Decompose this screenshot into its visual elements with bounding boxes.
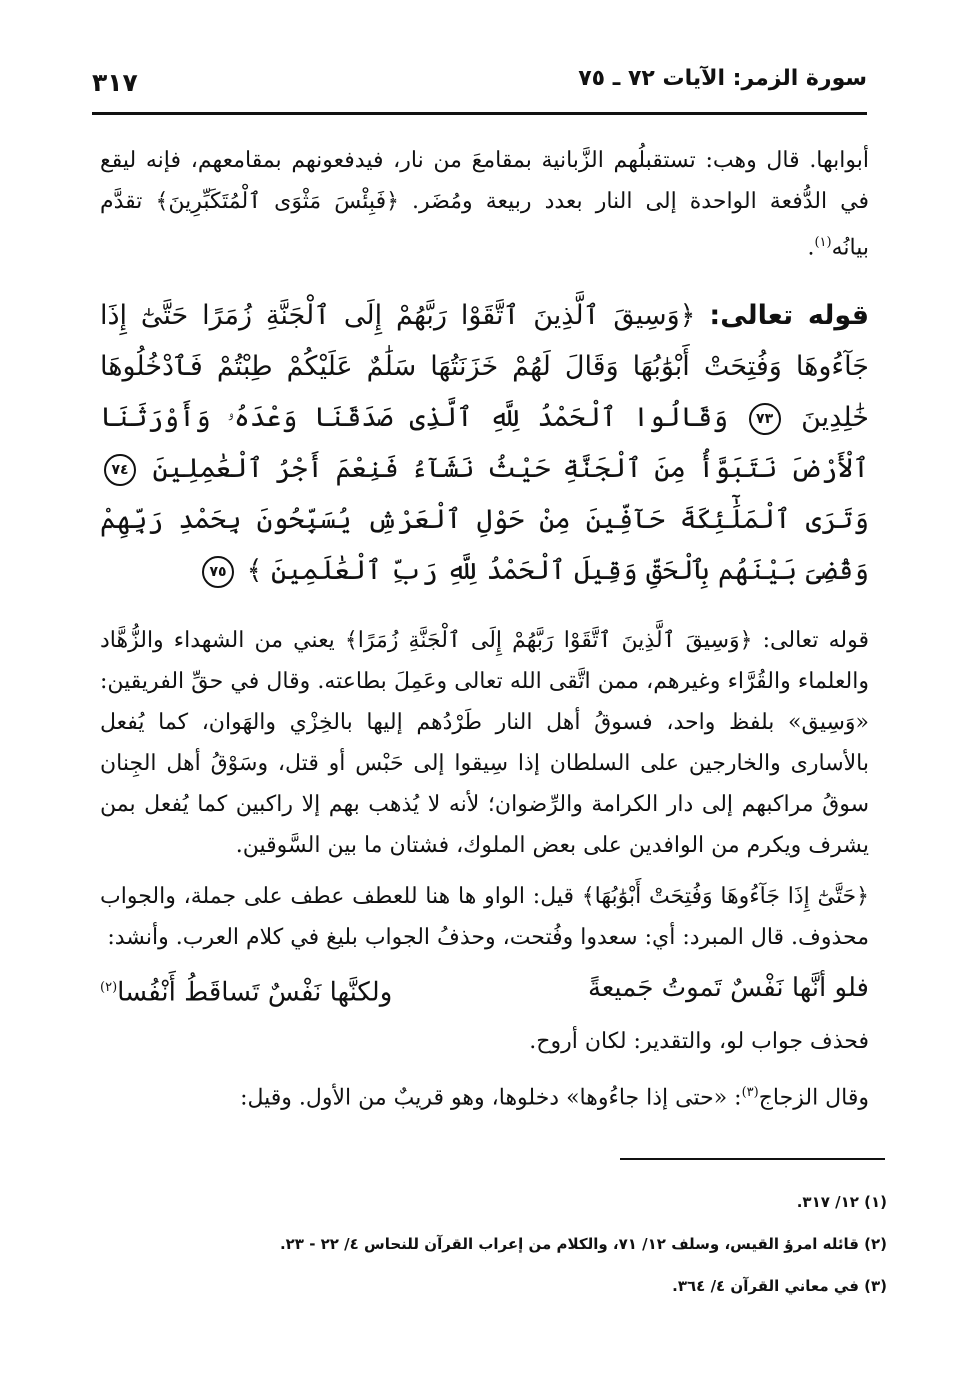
verse-close: ﴾ — [246, 555, 263, 587]
poem-hemistich-first: فلو أنَّها نَفْسٌ تَموتُ جَميعةً — [587, 973, 869, 1004]
verse-number-74: ٧٤ — [104, 454, 136, 486]
paragraph-commentary-4-rest: : «حتى إذا جاءُوها» دخلوها، وهو قريبٌ من الأول. وقيل: — [240, 1085, 742, 1111]
footnote-1: (١) ١٢/ ٣١٧. — [796, 1193, 887, 1211]
footnote-3: (٣) في معاني القرآن ٤/ ٣٦٤. — [672, 1277, 887, 1295]
paragraph-intro-end: . — [807, 235, 815, 261]
footnote-rule — [620, 1158, 885, 1160]
paragraph-commentary-4 — [100, 1072, 869, 1118]
paragraph-intro-text: أبوابها. قال وهب: تستقبلُهم الزَّبانية بمقامعَ من نار، فيدفعونهم بمقامعهم، فإنه ليقع في الدُّفعة الواحدة إلى النار بعدد ربيعة ومُضَر. ﴿فَبِئْسَ مَثْوَى ٱلْمُتَكَبِّرِينَ﴾ تقدَّم بيانُه — [100, 148, 869, 261]
page-body — [100, 140, 869, 1118]
footnote-2: (٢) قائله امرؤ القيس، وسلف ١٢/ ٧١، والكلام من إعراب القرآن للنحاس ٤/ ٢٢ - ٢٣. — [279, 1235, 887, 1253]
quran-verse-block — [100, 290, 869, 596]
paragraph-intro — [100, 140, 869, 268]
footnotes — [100, 1190, 887, 1316]
footnote-ref-2: (٢) — [100, 980, 118, 996]
poetry-verse — [100, 966, 869, 1015]
poem-hemistich-second-text: ولكنَّها نَفْسٌ تَساقَطُ أَنْفُسا — [117, 977, 393, 1008]
verse-lead: قوله تعالى: — [709, 300, 869, 332]
page-header — [92, 60, 867, 100]
verse-number-75: ٧٥ — [202, 556, 234, 588]
header-rule — [92, 112, 867, 115]
verse-number-73: ٧٣ — [749, 403, 781, 435]
running-title: سورة الزمر: الآيات ٧٢ ـ ٧٥ — [578, 66, 867, 91]
footnote-ref-3: (٣) — [741, 1084, 759, 1100]
verse-text-75: وَتَرَى ٱلْمَلَٰٓئِكَةَ حَآفِّينَ مِنْ حَوْلِ ٱلْعَرْشِ يُسَبِّحُونَ بِحَمْدِ رَبِّهِمْ وَقُضِىَ بَيْنَهُم بِٱلْحَقِّ وَقِيلَ ٱلْحَمْدُ لِلَّهِ رَبِّ ٱلْعَٰلَمِينَ — [100, 504, 869, 587]
verse-text-74: وَقَالُوا ٱلْحَمْدُ لِلَّهِ ٱلَّذِى صَدَقَنَا وَعْدَهُۥ وَأَوْرَثَنَا ٱلْأَرْضَ نَتَبَوَّأُ مِنَ ٱلْجَنَّةِ حَيْثُ نَشَآءُ فَنِعْمَ أَجْرُ ٱلْعَٰمِلِينَ — [100, 402, 869, 485]
paragraph-commentary-4-start: وقال الزجاج — [758, 1085, 869, 1111]
paragraph-commentary-2: ﴿حَتَّىٰٓ إِذَا جَآءُوهَا وَفُتِحَتْ أَبْوَٰبُهَا﴾ قيل: الواو ها هنا للعطف عطف على جملة، والجواب محذوف. قال المبرد: أي: سعدوا وفُتحت، وحذفُ الجواب بليغ في كلام العرب. وأنشد: — [100, 884, 869, 951]
footnote-ref-1: (١) — [814, 235, 832, 250]
page-number: ٣١٧ — [92, 68, 138, 97]
poem-hemistich-second — [100, 966, 392, 1015]
verse-text-73: ﴿وَسِيقَ ٱلَّذِينَ ٱتَّقَوْا رَبَّهُمْ إِلَى ٱلْجَنَّةِ زُمَرًا حَتَّىٰٓ إِذَا جَآءُوهَا وَفُتِحَتْ أَبْوَٰبُهَا وَقَالَ لَهُمْ خَزَنَتُهَا سَلَٰمٌ عَلَيْكُمْ طِبْتُمْ فَٱدْخُلُوهَا خَٰلِدِينَ — [100, 300, 869, 434]
paragraph-commentary-1: قوله تعالى: ﴿وَسِيقَ ٱلَّذِينَ ٱتَّقَوْا رَبَّهُمْ إِلَى ٱلْجَنَّةِ زُمَرًا﴾ يعني من الشهداء والزُّهَّاد والعلماء والقُرَّاء وغيرهم، ممن اتَّقى الله تعالى وعَمِلَ بطاعته. وقال في حقِّ الفريقين: «وَسِيق» بلفظ واحد، فسوقُ أهل النار طَرْدُهم إليها بالخِزْي والهَوان، كما يُفعل بالأسارى والخارجين على السلطان إذا سِيقوا إلى حَبْس أو قتل، وسَوْقُ أهل الجِنان سوقُ مراكبهم إلى دار الكرامة والرِّضوان؛ لأنه لا يُذهب بهم إلا راكبين كما يُفعل بمن يشرف ويكرم من الوافدين على بعض الملوك، فشتان ما بين السَّوقين. — [100, 628, 869, 859]
paragraph-commentary-3: فحذف جواب لو، والتقدير: لكان أروح. — [529, 1028, 869, 1054]
